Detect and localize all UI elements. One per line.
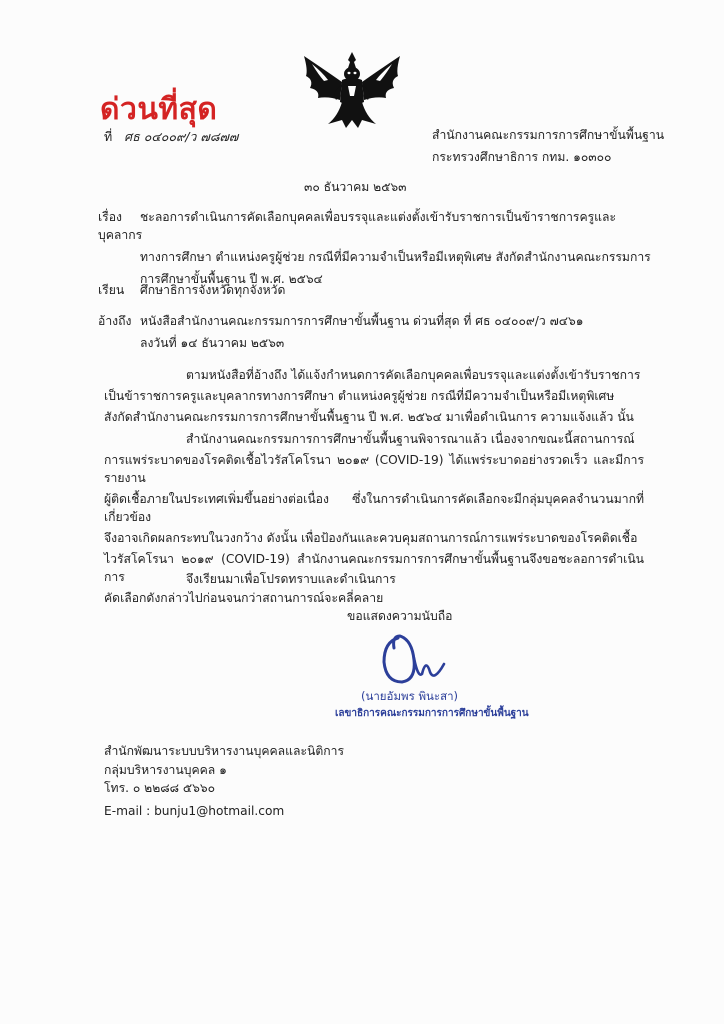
ref-number: ศธ ๐๔๐๐๙/ว ๗๘๗๗ [124,129,239,144]
recipient-value: ศึกษาธิการจังหวัดทุกจังหวัด [140,283,286,297]
paragraph-line: การแพร่ระบาดของโรคติดเชื้อไวรัสโคโรนา ๒๐๑๙ (COVID-19) ได้แพร่ระบาดอย่างรวดเร็ว และมีการรายงาน [104,453,644,485]
body-paragraph-1 [104,366,644,426]
recipient-label: เรียน [98,283,125,297]
reference-line-1: หนังสือสำนักงานคณะกรรมการการศึกษาขั้นพื้นฐาน ด่วนที่สุด ที่ ศธ ๐๔๐๐๙/ว ๗๔๖๑ [140,314,584,328]
office-name: สำนักงานคณะกรรมการการศึกษาขั้นพื้นฐาน [432,128,665,142]
paragraph-line: จึงอาจเกิดผลกระทบในวงกว้าง ดังนั้น เพื่อป้องกันและควบคุมสถานการณ์การแพร่ระบาดของโรคติดเชื้อ [104,531,638,545]
paragraph-line: เป็นข้าราชการครูและบุคลากรทางการศึกษา ตำแหน่งครูผู้ช่วย กรณีที่มีความจำเป็นหรือมีเหตุพิเศษ [104,389,615,403]
reference-block [98,312,658,352]
paragraph-line: ไวรัสโคโรนา ๒๐๑๙ (COVID-19) สำนักงานคณะกรรมการการศึกษาขั้นพื้นฐานจึงขอชะลอการดำเนินการ [104,552,644,584]
paragraph-line: ผู้ติดเชื้อภายในประเทศเพิ่มขึ้นอย่างต่อเนื่อง ซึ่งในการดำเนินการคัดเลือกจะมีกลุ่มบุคคลจำนวนมากที่เกี่ยวข้อง [104,492,644,524]
handwritten-signature [378,628,452,690]
letter-date: ๓๐ ธันวาคม ๒๕๖๓ [304,180,407,194]
paragraph-line: สังกัดสำนักงานคณะกรรมการการศึกษาขั้นพื้นฐาน ปี พ.ศ. ๒๕๖๔ มาเพื่อดำเนินการ ความแจ้งแล้ว นั้น [104,410,634,424]
reference-line-2: ลงวันที่ ๑๔ ธันวาคม ๒๕๖๓ [140,336,285,350]
footer-contact [104,742,344,820]
ref-prefix: ที่ [104,129,113,144]
paragraph-line: สำนักงานคณะกรรมการการศึกษาขั้นพื้นฐานพิจารณาแล้ว เนื่องจากขณะนี้สถานการณ์ [186,432,635,446]
subject-line-2: ทางการศึกษา ตำแหน่งครูผู้ช่วย กรณีที่มีความจำเป็นหรือมีเหตุพิเศษ สังกัดสำนักงานคณะกรรมการ [140,250,651,264]
subject-label: เรื่อง [98,210,122,224]
footer-group: กลุ่มบริหารงานบุคคล ๑ [104,762,227,777]
footer-email: E-mail : bunju1@hotmail.com [104,803,285,818]
regards-text: ขอแสดงความนับถือ [347,609,453,623]
paragraph-line: ตามหนังสือที่อ้างถึง ได้แจ้งกำหนดการคัดเลือกบุคคลเพื่อบรรจุและแต่งตั้งเข้ารับราชการ [186,368,641,382]
footer-phone: โทร. ๐ ๒๒๘๘ ๕๖๖๐ [104,781,216,795]
subject-line-1: ชะลอการดำเนินการคัดเลือกบุคคลเพื่อบรรจุและแต่งตั้งเข้ารับราชการเป็นข้าราชการครูและบุคลากร [98,210,617,242]
paragraph-line: คัดเลือกดังกล่าวไปก่อนจนกว่าสถานการณ์จะคลี่คลาย [104,591,384,605]
signer-name: (นายอัมพร พินะสา) [361,689,459,703]
urgent-label: ด่วนที่สุด [100,92,218,127]
closing-sentence: จึงเรียนมาเพื่อโปรดทราบและดำเนินการ [186,572,396,586]
signer-position: เลขาธิการคณะกรรมการการศึกษาขั้นพื้นฐาน [335,708,529,719]
document-reference [104,128,238,146]
subject-block [98,208,658,288]
recipient-block [98,281,285,299]
reference-label: อ้างถึง [98,314,132,328]
issuing-office [432,126,664,166]
footer-department: สำนักพัฒนาระบบบริหารงานบุคคลและนิติการ [104,744,345,758]
garuda-emblem-icon [298,50,406,132]
office-address: กระทรวงศึกษาธิการ กทม. ๑๐๓๐๐ [432,150,612,164]
subject-line-3: การศึกษาขั้นพื้นฐาน ปี พ.ศ. ๒๕๖๔ [140,272,323,286]
